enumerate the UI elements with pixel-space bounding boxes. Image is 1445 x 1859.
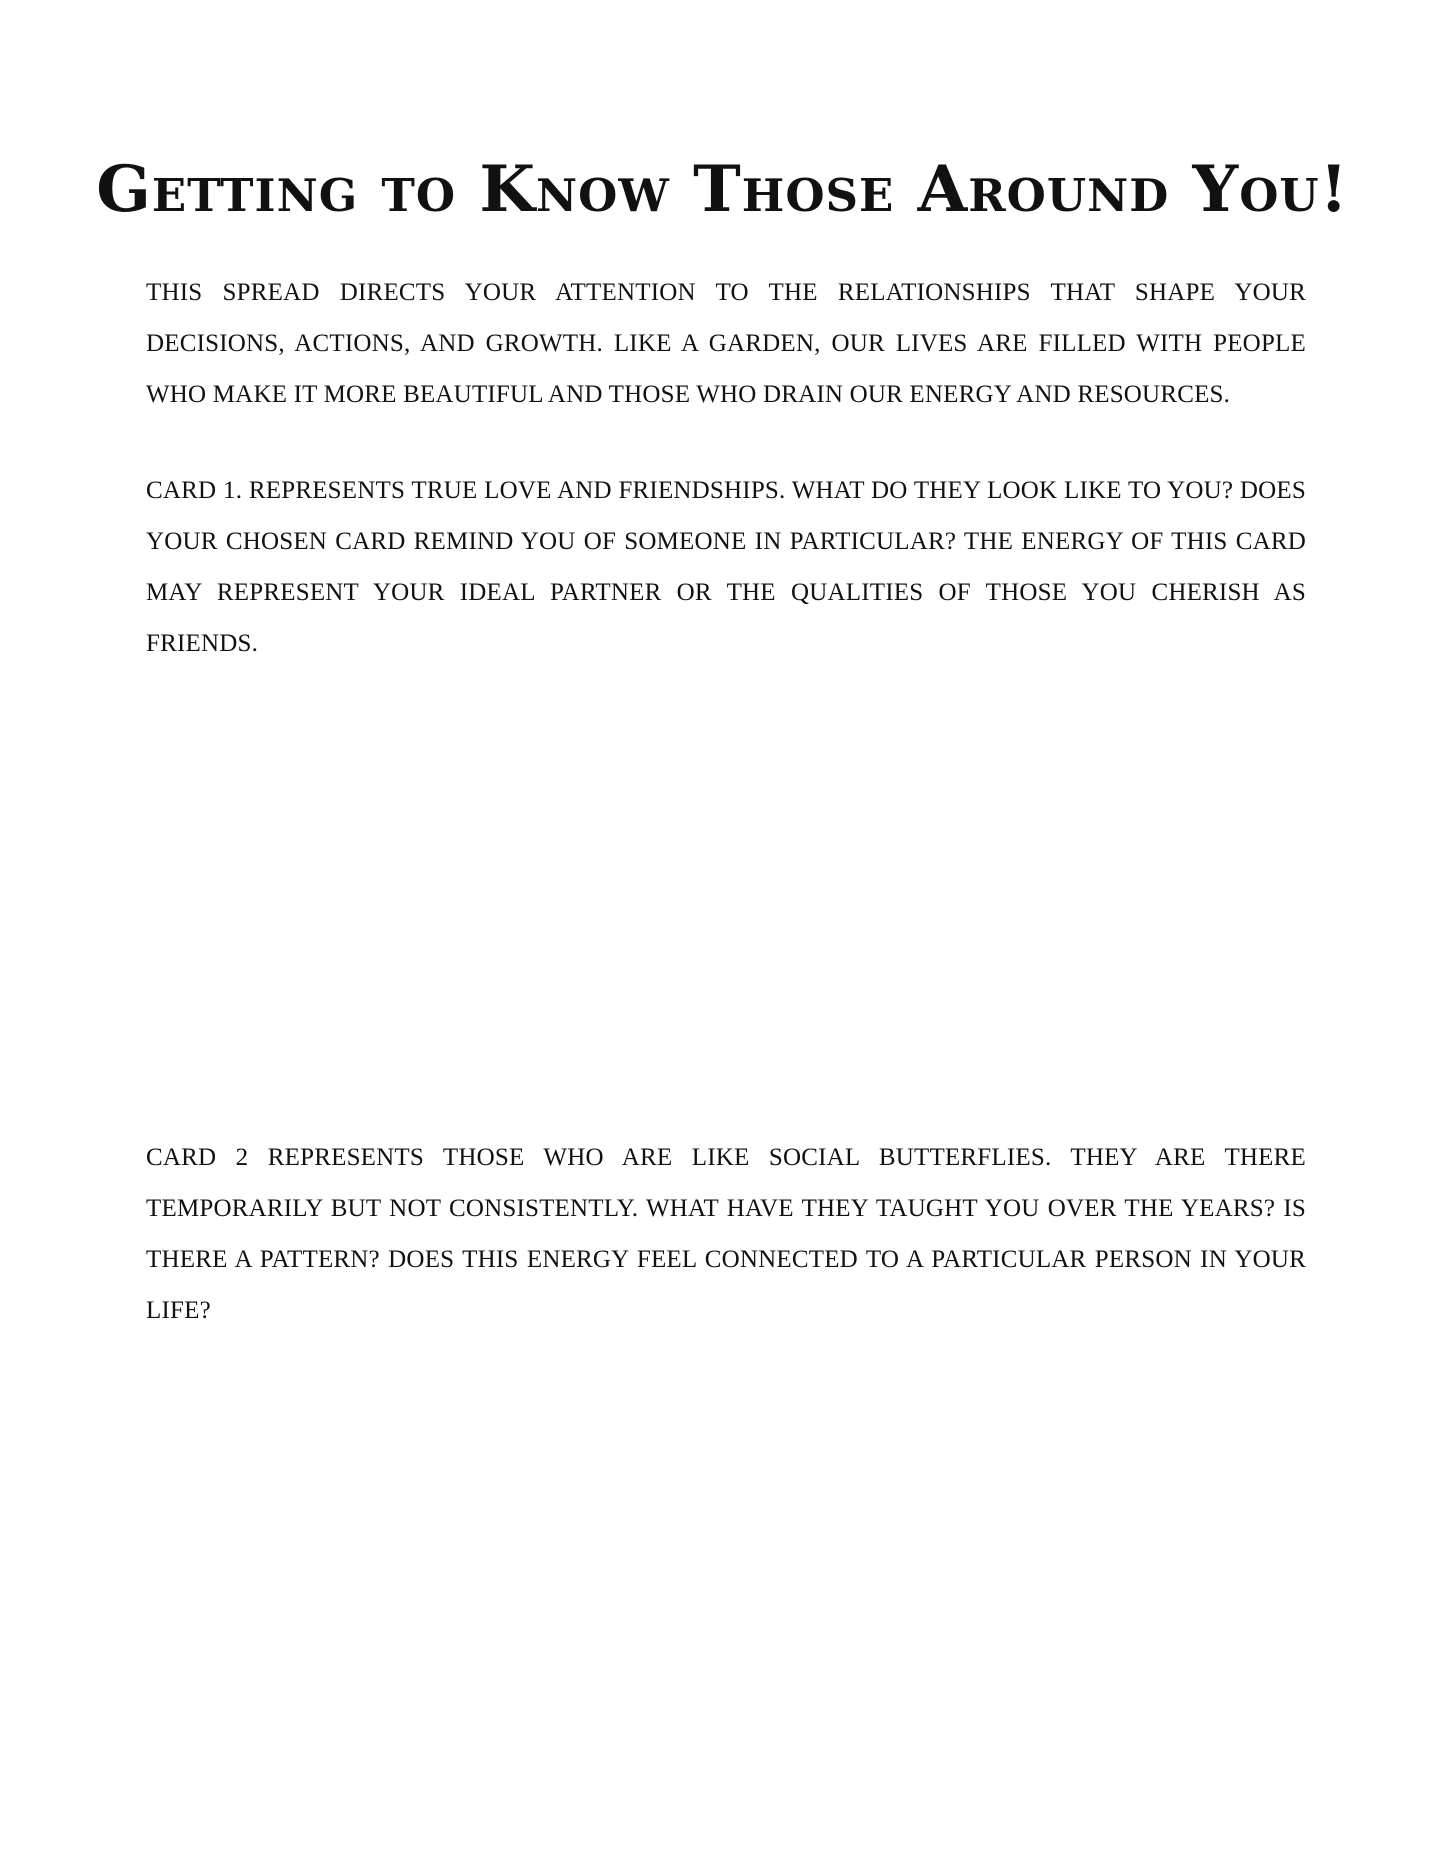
card-2-paragraph: CARD 2 REPRESENTS THOSE WHO ARE LIKE SOCIAL BUTTERFLIES. THEY ARE THERE TEMPORARILY BUT NOT CONSISTENTLY. WHAT HAVE THEY TAUGHT YOU OVER THE YEARS? IS THERE A PATTERN? DOES THIS ENERGY FEEL CONNECTED TO A PARTICULAR PERSON IN YOUR LIFE? [146, 1144, 1306, 1324]
intro-paragraph: THIS SPREAD DIRECTS YOUR ATTENTION TO THE RELATIONSHIPS THAT SHAPE YOUR DECISIONS, ACTIONS, AND GROWTH. LIKE A GARDEN, OUR LIVES ARE FILLED WITH PEOPLE WHO MAKE IT MORE BEAUTIFUL AND THOSE WHO DRAIN OUR ENERGY AND RESOURCES. [146, 279, 1306, 408]
card-1-paragraph: CARD 1. REPRESENTS TRUE LOVE AND FRIENDSHIPS. WHAT DO THEY LOOK LIKE TO YOU? DOES YOUR CHOSEN CARD REMIND YOU OF SOMEONE IN PARTICULAR? THE ENERGY OF THIS CARD MAY REPRESENT YOUR IDEAL PARTNER OR THE QUALITIES OF THOSE YOU CHERISH AS FRIENDS. [146, 477, 1306, 657]
page-title: Getting to Know Those Around You! [96, 152, 1349, 227]
